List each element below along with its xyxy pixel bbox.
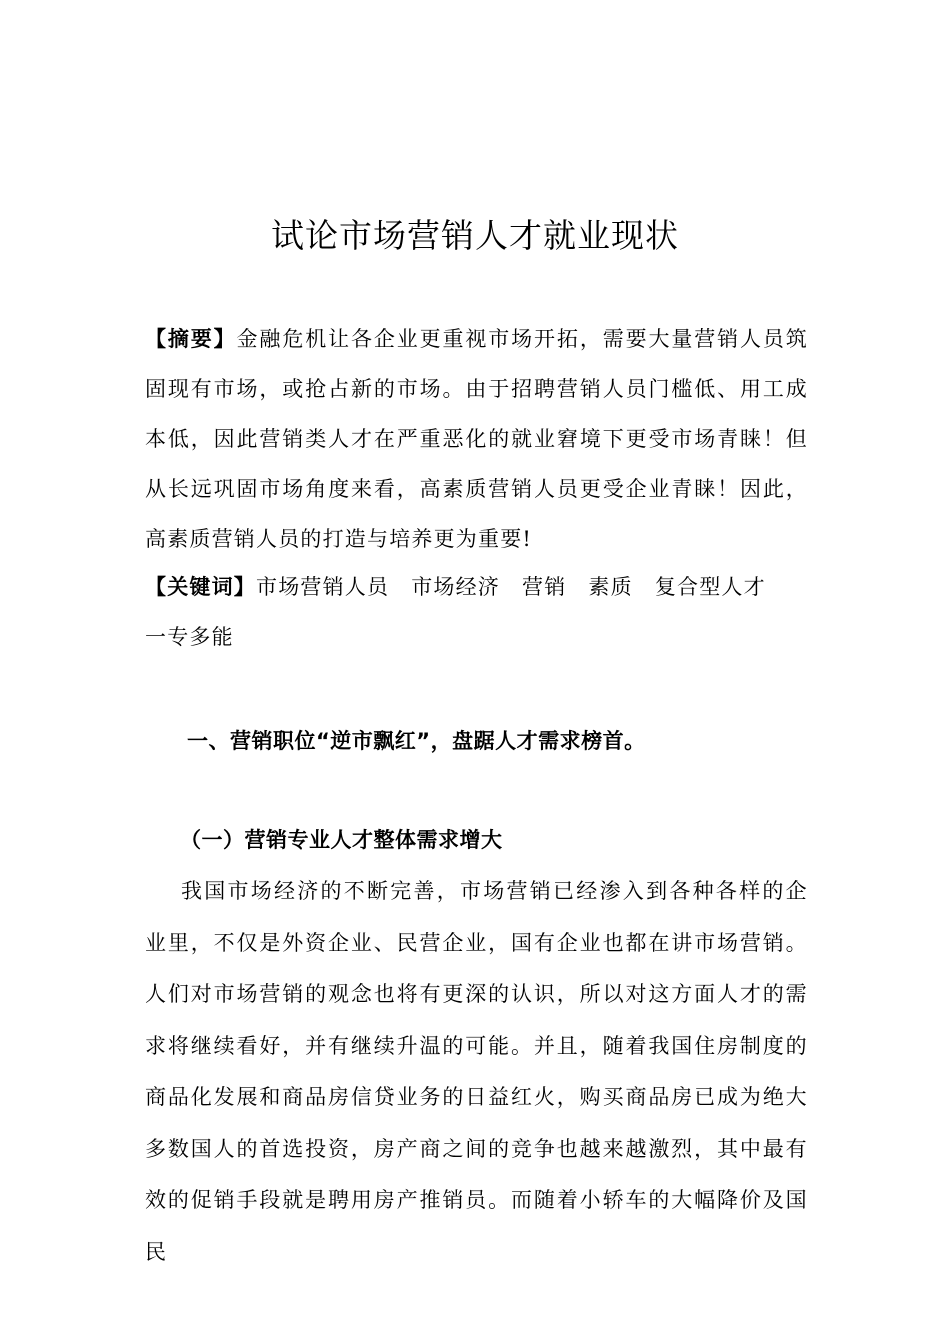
body-paragraph: 我国市场经济的不断完善，市场营销已经渗入到各种各样的企业里，不仅是外资企业、民营企业，国有企业也都在讲市场营销。人们对市场营销的观念也将有更深的认识，所以对这方面人才的需求将继续看好，并有继续升温的可能。并且，随着我国住房制度的商品化发展和商品房信贷业务的日益红火，购买商品房已成为绝大多数国人的首选投资，房产商之间的竞争也越来越激烈，其中最有效的促销手段就是聘用房产推销员。而随着小轿车的大幅降价及国民 <box>145 879 808 1264</box>
keyword-item: 素质 <box>588 575 633 599</box>
keywords <box>145 562 808 662</box>
document-title: 试论市场营销人才就业现状 <box>271 216 679 255</box>
section-heading: 一、营销职位“逆市飘红”，盘踞人才需求榜首。 <box>187 729 646 753</box>
keyword-item: 一专多能 <box>145 625 234 649</box>
keywords-label: 【关键词】 <box>145 574 256 599</box>
subsection-heading: （一）营销专业人才整体需求增大 <box>180 828 503 852</box>
keyword-item: 市场经济 <box>411 575 501 599</box>
keyword-item: 市场营销人员 <box>256 575 390 599</box>
keyword-item: 营销 <box>522 575 567 599</box>
abstract <box>145 314 808 564</box>
keyword-item: 复合型人才 <box>654 575 766 599</box>
abstract-text: 金融危机让各企业更重视市场开拓，需要大量营销人员筑固现有市场，或抢占新的市场。由于招聘营销人员门槛低、用工成本低，因此营销类人才在严重恶化的就业窘境下更受市场青睐！但从长远巩固市场角度来看，高素质营销人员更受企业青睐！因此，高素质营销人员的打造与培养更为重要! <box>145 327 808 551</box>
abstract-label: 【摘要】 <box>145 326 237 351</box>
